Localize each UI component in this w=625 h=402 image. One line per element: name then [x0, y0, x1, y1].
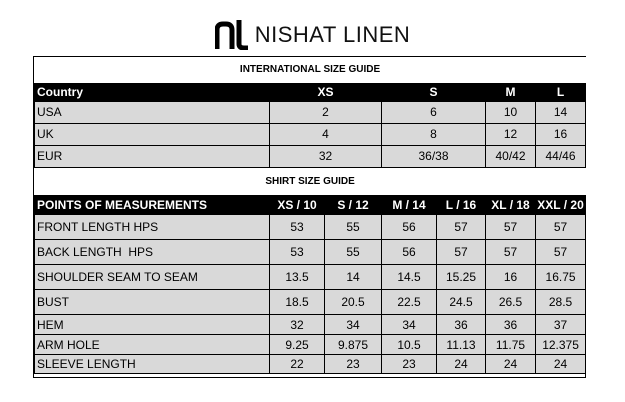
table-row — [35, 240, 586, 265]
measurement-value: 13.5 — [270, 265, 325, 290]
header-l: L — [536, 83, 586, 101]
table-row — [35, 355, 586, 374]
measurement-value: 57 — [486, 215, 536, 240]
measurement-value: 20.5 — [325, 290, 382, 315]
table-row — [35, 335, 586, 355]
measurement-value: 23 — [325, 355, 382, 374]
measurement-value: 11.13 — [437, 335, 486, 355]
size-cell: 36/38 — [382, 145, 486, 167]
header-m: M — [486, 83, 536, 101]
size-cell: 32 — [270, 145, 382, 167]
country-cell: EUR — [35, 145, 270, 167]
size-cell: 12 — [486, 123, 536, 145]
measurement-value: 57 — [536, 240, 586, 265]
measurement-label: SHOULDER SEAM TO SEAM — [35, 265, 270, 290]
size-cell: 14 — [536, 101, 586, 123]
measurement-value: 36 — [437, 315, 486, 335]
measurement-value: 57 — [437, 215, 486, 240]
size-cell: 4 — [270, 123, 382, 145]
measurement-value: 57 — [486, 240, 536, 265]
size-cell: 40/42 — [486, 145, 536, 167]
header-country: Country — [35, 83, 270, 101]
measurement-value: 15.25 — [437, 265, 486, 290]
nl-monogram-icon — [215, 20, 249, 50]
header-xs: XS — [270, 83, 382, 101]
measurement-value: 53 — [270, 240, 325, 265]
measurement-label: SLEEVE LENGTH — [35, 355, 270, 374]
size-cell: 16 — [536, 123, 586, 145]
table-row — [35, 290, 586, 315]
brand-logo — [0, 14, 625, 56]
measurement-value: 55 — [325, 240, 382, 265]
measurement-value: 28.5 — [536, 290, 586, 315]
header-s-12: S / 12 — [325, 196, 382, 215]
measurement-value: 16 — [486, 265, 536, 290]
table-row — [35, 101, 586, 123]
header-xl-18: XL / 18 — [486, 196, 536, 215]
measurement-value: 56 — [382, 240, 437, 265]
measurement-value: 23 — [382, 355, 437, 374]
size-guide-frame — [33, 56, 586, 378]
table-row — [35, 123, 586, 145]
shirt-header-row — [35, 196, 586, 215]
measurement-value: 53 — [270, 215, 325, 240]
measurement-label: BUST — [35, 290, 270, 315]
measurement-value: 24 — [437, 355, 486, 374]
size-cell: 2 — [270, 101, 382, 123]
size-cell: 10 — [486, 101, 536, 123]
international-size-title: INTERNATIONAL SIZE GUIDE — [35, 57, 586, 83]
measurement-value: 26.5 — [486, 290, 536, 315]
shirt-size-table — [34, 168, 586, 375]
measurement-value: 22 — [270, 355, 325, 374]
table-row — [35, 265, 586, 290]
measurement-value: 9.25 — [270, 335, 325, 355]
shirt-size-title: SHIRT SIZE GUIDE — [35, 168, 586, 196]
measurement-value: 24.5 — [437, 290, 486, 315]
country-cell: USA — [35, 101, 270, 123]
header-xxl-20: XXL / 20 — [536, 196, 586, 215]
measurement-value: 34 — [325, 315, 382, 335]
measurement-label: BACK LENGTH HPS — [35, 240, 270, 265]
header-points-of-measurements: POINTS OF MEASUREMENTS — [35, 196, 270, 215]
measurement-value: 22.5 — [382, 290, 437, 315]
header-l-16: L / 16 — [437, 196, 486, 215]
measurement-value: 57 — [536, 215, 586, 240]
measurement-value: 18.5 — [270, 290, 325, 315]
measurement-value: 34 — [382, 315, 437, 335]
measurement-value: 57 — [437, 240, 486, 265]
size-cell: 6 — [382, 101, 486, 123]
size-cell: 8 — [382, 123, 486, 145]
header-m-14: M / 14 — [382, 196, 437, 215]
measurement-value: 56 — [382, 215, 437, 240]
measurement-value: 36 — [486, 315, 536, 335]
table-row — [35, 145, 586, 167]
measurement-value: 24 — [536, 355, 586, 374]
measurement-value: 10.5 — [382, 335, 437, 355]
international-header-row — [35, 83, 586, 101]
measurement-value: 55 — [325, 215, 382, 240]
size-cell: 44/46 — [536, 145, 586, 167]
measurement-value: 16.75 — [536, 265, 586, 290]
measurement-value: 11.75 — [486, 335, 536, 355]
measurement-value: 14.5 — [382, 265, 437, 290]
brand-name: NISHAT LINEN — [254, 22, 411, 47]
measurement-value: 12.375 — [536, 335, 586, 355]
international-size-table — [34, 57, 586, 168]
header-xs-10: XS / 10 — [270, 196, 325, 215]
header-s: S — [382, 83, 486, 101]
measurement-value: 32 — [270, 315, 325, 335]
measurement-label: ARM HOLE — [35, 335, 270, 355]
measurement-value: 24 — [486, 355, 536, 374]
table-row — [35, 215, 586, 240]
measurement-value: 14 — [325, 265, 382, 290]
country-cell: UK — [35, 123, 270, 145]
table-row — [35, 315, 586, 335]
measurement-value: 9.875 — [325, 335, 382, 355]
measurement-label: HEM — [35, 315, 270, 335]
measurement-label: FRONT LENGTH HPS — [35, 215, 270, 240]
measurement-value: 37 — [536, 315, 586, 335]
